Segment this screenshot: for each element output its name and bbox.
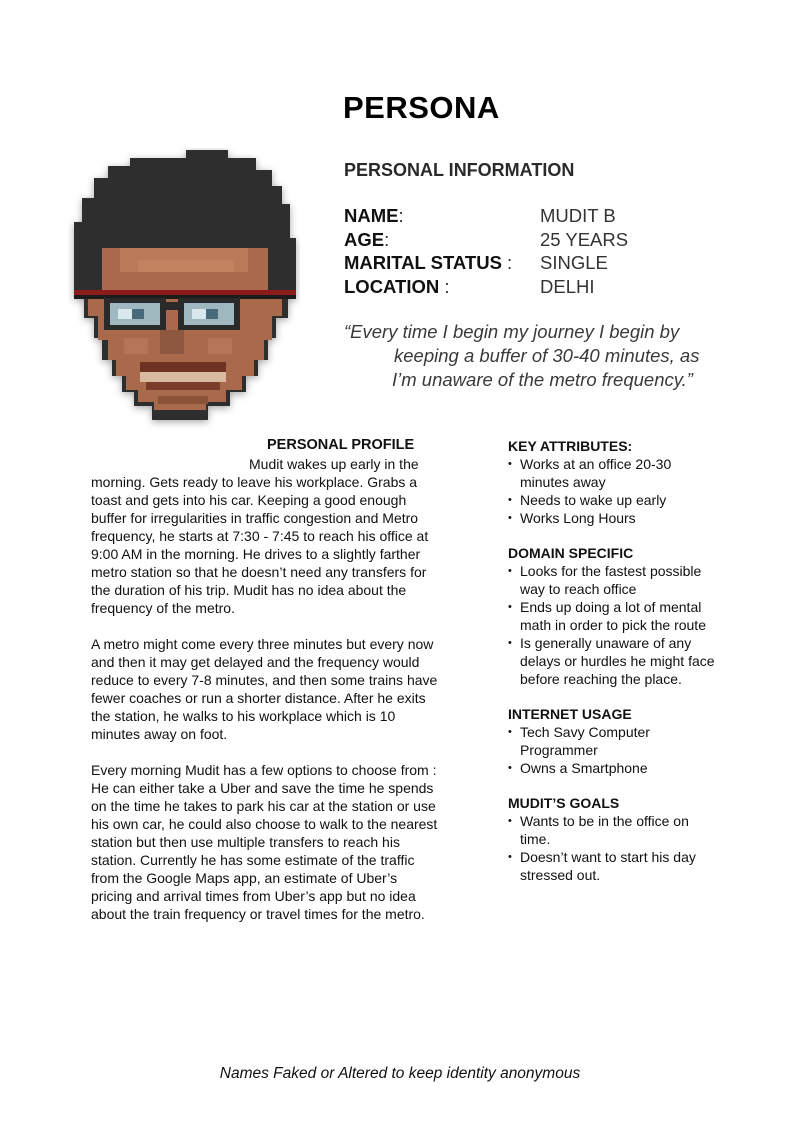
quote-line: “Every time I begin my journey I begin by — [344, 321, 680, 342]
info-value: SINGLE — [540, 252, 608, 274]
section-heading: INTERNET USAGE — [508, 706, 632, 722]
bullet-list — [508, 562, 758, 688]
bullet-list — [508, 723, 758, 777]
profile-line: reduce to every 7-8 minutes, and then some trains have — [91, 672, 438, 688]
profile-line: metro station so that he doesn’t need any transfers for — [91, 564, 427, 580]
list-item: • Doesn’t want to start his day stressed out. — [508, 848, 758, 884]
list-item: • Owns a Smartphone — [508, 759, 758, 777]
bullet-list — [508, 812, 758, 884]
info-value: MUDIT B — [540, 205, 616, 226]
profile-line: from the Google Maps app, an estimate of Uber’s — [91, 870, 398, 886]
list-item: • Tech Savy Computer Programmer — [508, 723, 758, 759]
quote-line: I’m unaware of the metro frequency.” — [392, 369, 693, 390]
goals-section — [508, 794, 758, 884]
profile-line: 9:00 AM in the morning. He drives to a slightly farther — [91, 546, 421, 562]
list-item: • Wants to be in the office on time. — [508, 812, 758, 848]
profile-text — [91, 437, 469, 923]
page-title: PERSONA — [343, 90, 500, 125]
profile-line: buffer for irregularities in traffic congestion and Metro — [91, 510, 419, 526]
profile-line: his own car, he could also choose to walk to the nearest — [91, 816, 438, 832]
profile-line: A metro might come every three minutes but every now — [91, 636, 434, 652]
persona-quote — [344, 320, 744, 392]
info-label: LOCATION : — [344, 275, 450, 297]
profile-line: frequency, he starts at 7:30 - 7:45 to reach his office at — [91, 528, 429, 544]
profile-line: fewer coaches or run a shorter distance. After he exits — [91, 690, 426, 706]
personal-profile-heading: PERSONAL PROFILE — [267, 437, 415, 453]
footer-note: Names Faked or Altered to keep identity anonymous — [219, 1065, 581, 1082]
list-item: • Ends up doing a lot of mental math in order to pick the route — [508, 598, 758, 634]
profile-line: on the time he takes to park his car at the station or use — [91, 798, 436, 814]
attributes-column — [508, 437, 758, 901]
info-value: 25 YEARS — [540, 228, 629, 250]
profile-line: morning. Gets ready to leave his workplace. Grabs a — [91, 474, 418, 490]
info-label: MARITAL STATUS : — [344, 252, 513, 274]
personal-profile — [91, 437, 469, 923]
profile-line: and then it may get delayed and the frequency would — [91, 654, 420, 670]
pixel-portrait-avatar — [68, 148, 300, 444]
info-label: NAME: — [344, 205, 404, 226]
info-label: AGE: — [344, 228, 390, 250]
profile-line: the duration of his trip. Mudit has no idea about the — [91, 582, 407, 598]
list-item: • Works Long Hours — [508, 509, 758, 527]
info-value: DELHI — [540, 275, 595, 297]
quote-line: keeping a buffer of 30-40 minutes, as — [394, 345, 700, 366]
list-item: • Needs to wake up early — [508, 491, 758, 509]
profile-line: the station, he walks to his workplace which is 10 — [91, 708, 396, 724]
profile-line: frequency of the metro. — [91, 600, 235, 616]
section-heading: MUDIT’S GOALS — [508, 795, 620, 811]
section-heading: DOMAIN SPECIFIC — [508, 545, 634, 561]
profile-line: Mudit wakes up early in the — [249, 456, 419, 472]
profile-line: station. Currently he has some estimate of the traffic — [91, 852, 415, 868]
list-item: • Looks for the fastest possible way to reach office — [508, 562, 758, 598]
list-item: • Works at an office 20-30 minutes away — [508, 455, 758, 491]
profile-line: pricing and arrival times from Uber’s app but no idea — [91, 888, 416, 904]
domain-specific-section — [508, 544, 758, 688]
key-attributes-section — [508, 437, 758, 527]
profile-line: toast and gets into his car. Keeping a good enough — [91, 492, 407, 508]
profile-line: He can either take a Uber and save the time he spends — [91, 780, 434, 796]
list-item: • Is generally unaware of any delays or hurdles he might face before reaching the place. — [508, 634, 758, 688]
profile-line: Every morning Mudit has a few options to choose from : — [91, 762, 437, 778]
profile-line: minutes away on foot. — [91, 726, 228, 742]
profile-line: station but then use multiple transfers to reach his — [91, 834, 400, 850]
bullet-list — [508, 455, 758, 527]
profile-line: about the train frequency or travel times for the metro. — [91, 906, 425, 922]
personal-information-heading: PERSONAL INFORMATION — [344, 160, 575, 180]
section-heading: KEY ATTRIBUTES: — [508, 438, 633, 454]
internet-usage-section — [508, 705, 758, 777]
